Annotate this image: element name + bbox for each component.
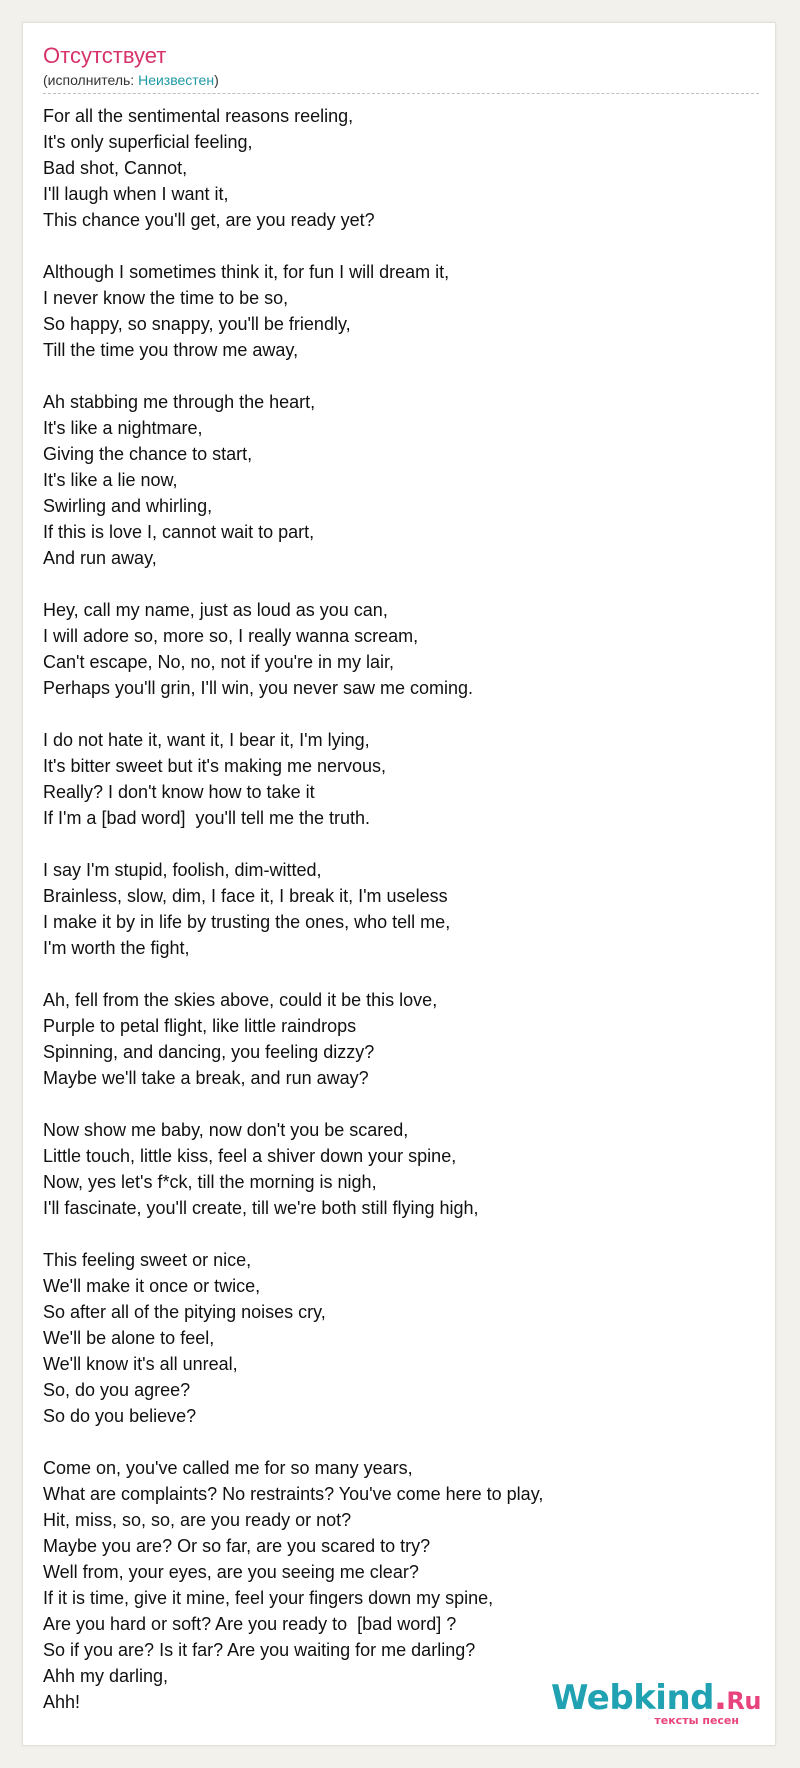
lyrics-line: Giving the chance to start, [43,444,253,464]
song-header [43,43,759,89]
logo-dot: . [714,1678,727,1718]
lyrics-line: Little touch, little kiss, feel a shiver down your spine, [43,1146,457,1166]
lyrics-line: I never know the time to be so, [43,288,289,308]
lyrics-line: Can't escape, No, no, not if you're in my lair, [43,652,395,672]
lyrics-line: This chance you'll get, are you ready yet? [43,210,375,230]
lyrics-line: Come on, you've called me for so many years, [43,1458,413,1478]
lyrics-line: I do not hate it, want it, I bear it, I'm lying, [43,730,370,750]
lyrics-line: Bad shot, Cannot, [43,158,188,178]
lyrics-line: It's only superficial feeling, [43,132,253,152]
lyrics-line: Spinning, and dancing, you feeling dizzy? [43,1042,375,1062]
lyrics-line: Purple to petal flight, like little raindrops [43,1016,357,1036]
logo-tld: Ru [726,1687,761,1715]
lyrics-stanza [43,857,759,961]
lyrics-line: Although I sometimes think it, for fun I will dream it, [43,262,450,282]
lyrics-stanza [43,103,759,233]
lyrics-line: It's bitter sweet but it's making me nervous, [43,756,387,776]
lyrics-line: Swirling and whirling, [43,496,213,516]
lyrics-stanza [43,987,759,1091]
lyrics-line: Now, yes let's f*ck, till the morning is nigh, [43,1172,377,1192]
lyrics-line: Ah stabbing me through the heart, [43,392,316,412]
artist-link[interactable]: Неизвестен [138,72,215,88]
lyrics-line: So, do you agree? [43,1380,191,1400]
lyrics-stanza [43,597,759,701]
lyrics-line: Well from, your eyes, are you seeing me clear? [43,1562,419,1582]
lyrics-line: Ah, fell from the skies above, could it be this love, [43,990,438,1010]
lyrics-line: Really? I don't know how to take it [43,782,315,802]
lyrics-line: Are you hard or soft? Are you ready to [bad word] ? [43,1614,457,1634]
lyrics-line: Maybe we'll take a break, and run away? [43,1068,369,1088]
lyrics-stanza [43,727,759,831]
song-title: Отсутствует [43,43,167,68]
lyrics-line: It's like a lie now, [43,470,178,490]
lyrics-line: Ahh! [43,1692,81,1712]
lyrics-line: So happy, so snappy, you'll be friendly, [43,314,351,334]
page-card [22,22,776,1746]
lyrics-line: I'm worth the fight, [43,938,190,958]
lyrics-line: Till the time you throw me away, [43,340,299,360]
lyrics-line: I'll laugh when I want it, [43,184,229,204]
lyrics-line: Ahh my darling, [43,1666,169,1686]
lyrics-line: Maybe you are? Or so far, are you scared to try? [43,1536,431,1556]
lyrics-line: Perhaps you'll grin, I'll win, you never saw me coming. [43,678,474,698]
lyrics-line: Now show me baby, now don't you be scared, [43,1120,409,1140]
lyrics-line: And run away, [43,548,157,568]
lyrics-line: Brainless, slow, dim, I face it, I break it, I'm useless [43,886,448,906]
logo-wordmark [551,1678,761,1718]
lyrics-line: I make it by in life by trusting the ones, who tell me, [43,912,451,932]
lyrics-line: Hey, call my name, just as loud as you can, [43,600,388,620]
lyrics-line: I'll fascinate, you'll create, till we're both still flying high, [43,1198,479,1218]
lyrics-stanza [43,1247,759,1429]
site-logo[interactable] [551,1678,761,1727]
lyrics-stanza [43,389,759,571]
lyrics-line: This feeling sweet or nice, [43,1250,252,1270]
lyrics-line: If I'm a [bad word] you'll tell me the truth. [43,808,371,828]
lyrics-line: So after all of the pitying noises cry, [43,1302,326,1322]
lyrics-stanza [43,1117,759,1221]
lyrics-line: We'll be alone to feel, [43,1328,215,1348]
lyrics-line: For all the sentimental reasons reeling, [43,106,354,126]
logo-brand: Webkind [551,1678,714,1718]
lyrics-line: What are complaints? No restraints? You've come here to play, [43,1484,544,1504]
logo-tagline: тексты песен [654,1714,739,1727]
lyrics-line: So do you believe? [43,1406,197,1426]
lyrics-line: If this is love I, cannot wait to part, [43,522,315,542]
lyrics-line: Hit, miss, so, so, are you ready or not? [43,1510,352,1530]
lyrics-line: I say I'm stupid, foolish, dim-witted, [43,860,322,880]
lyrics-body [43,103,759,1741]
header-divider [43,93,759,94]
lyrics-line: We'll know it's all unreal, [43,1354,238,1374]
lyrics-line: We'll make it once or twice, [43,1276,261,1296]
artist-suffix: ) [214,72,219,88]
lyrics-line: If it is time, give it mine, feel your fingers down my spine, [43,1588,494,1608]
lyrics-stanza [43,259,759,363]
lyrics-line: So if you are? Is it far? Are you waiting for me darling? [43,1640,476,1660]
lyrics-line: It's like a nightmare, [43,418,203,438]
lyrics-line: I will adore so, more so, I really wanna scream, [43,626,419,646]
lyrics-stanza [43,1455,759,1715]
artist-line [43,71,759,89]
artist-prefix: (исполнитель: [43,72,139,88]
